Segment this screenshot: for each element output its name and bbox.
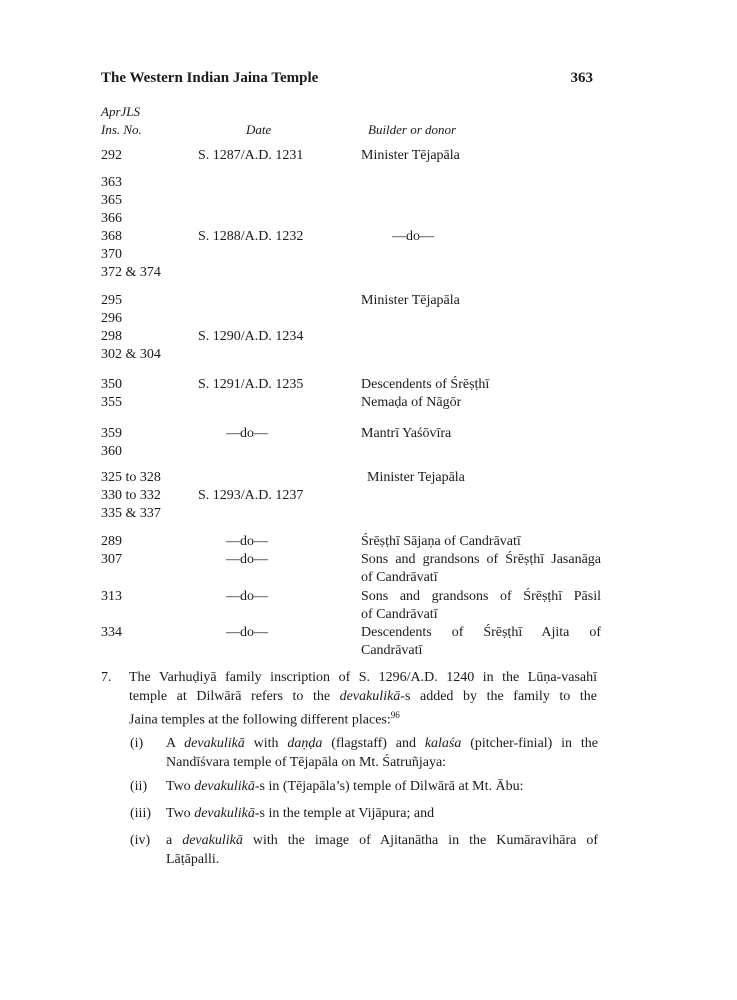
column-header-ins-line1: AprJLS [101,104,140,119]
table-cell-date: —do— [226,426,268,441]
table-cell-donor: Śrēṣṭhī Sājaṇa of Candrāvatī [361,534,521,549]
running-title: The Western Indian Jaina Temple [101,70,319,86]
column-header-date: Date [246,122,272,137]
table-cell-ins-no: 334 [101,625,122,640]
table-cell-donor: of Candrāvatī [361,570,438,585]
paragraph-line: temple at Dilwārā refers to the devakulikā-s added by the family to the [129,689,597,704]
table-cell-ins-no: 366 [101,211,122,226]
table-cell-donor: Sons and grandsons of Śrēṣṭhī Jasanāga [361,552,601,567]
table-cell-ins-no: 289 [101,534,122,549]
table-cell-ins-no: 313 [101,589,122,604]
table-cell-donor: Nemaḍa of Nāgōr [361,395,462,410]
table-cell-donor: Minister Tejapāla [367,470,465,485]
column-header-builder: Builder or donor [368,122,457,137]
table-cell-ins-no: 365 [101,193,122,208]
table-cell-ins-no: 335 & 337 [101,506,161,521]
paragraph-number: 7. [101,670,112,685]
table-cell-ins-no: 363 [101,175,122,190]
table-cell-donor: Minister Tējapāla [361,148,460,163]
table-cell-date: —do— [226,534,268,549]
table-cell-ins-no: 368 [101,229,122,244]
table-cell-ins-no: 307 [101,552,122,567]
list-item: Two devakulikā-s in the temple at Vijāpura; and [166,806,435,821]
table-cell-ins-no: 355 [101,395,122,410]
table-cell-date: S. 1291/A.D. 1235 [198,377,304,392]
table-cell-date: —do— [226,625,268,640]
paragraph-line: The Varhuḍiyā family inscription of S. 1296/A.D. 1240 in the Lūṇa-vasahī [129,670,597,685]
table-cell-ins-no: 359 [101,426,122,441]
list-item: A devakulikā with daṇḍa (flagstaff) and kalaśa (pitcher-finial) in the Nandīśvara temple of Tējapāla on Mt. Śatruñjaya: [166,736,598,770]
table-cell-donor: Descendents of Śrēṣṭhī Ajita of [361,625,601,640]
list-item-number: (iv) [130,833,151,848]
table-cell-ins-no: 360 [101,444,122,459]
paragraph-line: Jaina temples at the following different places:$^{96}$ [129,710,400,728]
table-cell-ins-no: 295 [101,293,122,308]
column-header-ins-line2: Ins. No. [101,122,142,137]
table-cell-ins-no: 330 to 332 [101,488,161,503]
table-cell-donor: —do— [392,229,434,244]
table-cell-ins-no: 350 [101,377,122,392]
table-cell-ins-no: 372 & 374 [101,265,161,280]
table-cell-donor: Mantrī Yaśōvīra [361,426,452,441]
table-cell-date: —do— [226,589,268,604]
table-cell-ins-no: 292 [101,148,122,163]
table-cell-ins-no: 325 to 328 [101,470,161,485]
page-number: 363 [570,70,593,86]
paragraph-text [129,668,597,730]
list-item-number: (i) [130,736,144,751]
table-cell-date: S. 1287/A.D. 1231 [198,148,304,163]
list-item: a devakulikā with the image of Ajitanātha in the Kumāravihāra of Lāṭāpalli. [166,833,598,867]
table-cell-ins-no: 298 [101,329,122,344]
table-cell-donor: Candrāvatī [361,643,423,658]
table-cell-donor: Descendents of Śrēṣṭhī [361,377,490,392]
table-cell-ins-no: 296 [101,311,122,326]
table-cell-donor: Sons and grandsons of Śrēṣṭhī Pāsil [361,589,601,604]
table-cell-date: S. 1288/A.D. 1232 [198,229,304,244]
page-header [101,70,593,90]
list-item-number: (ii) [130,779,148,794]
table-cell-date: S. 1290/A.D. 1234 [198,329,304,344]
table-cell-ins-no: 370 [101,247,122,262]
table-cell-date: S. 1293/A.D. 1237 [198,488,304,503]
list-item: Two devakulikā-s in (Tējapāla’s) temple of Dilwārā at Mt. Ābu: [166,779,524,794]
table-cell-donor: Minister Tējapāla [361,293,460,308]
list-item-number: (iii) [130,806,151,821]
table-cell-ins-no: 302 & 304 [101,347,161,362]
table-cell-donor: of Candrāvatī [361,607,438,622]
table-cell-date: —do— [226,552,268,567]
